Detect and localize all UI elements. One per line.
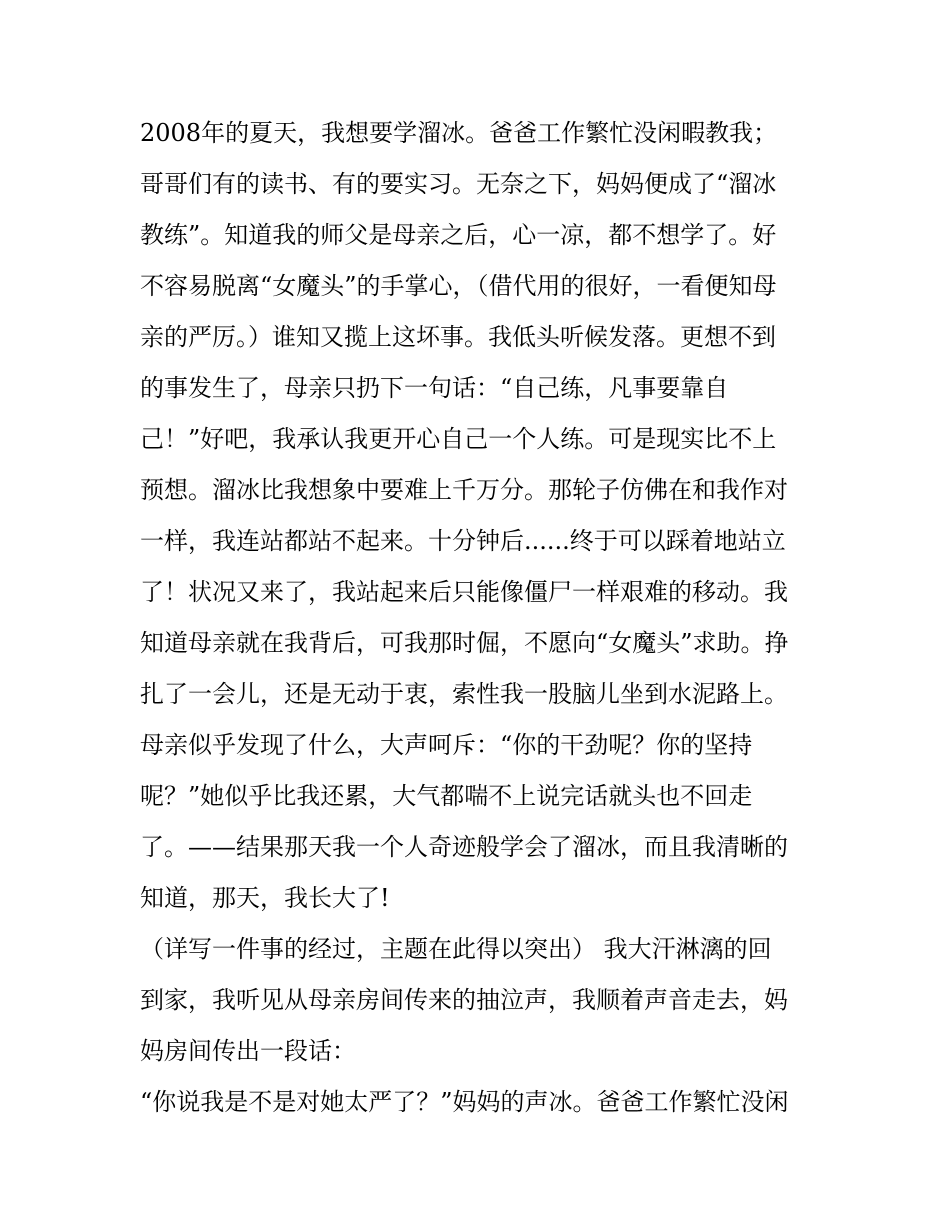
text-line: 母亲似乎发现了什么，大声呵斥：“你的干劲呢？你的坚持 (140, 731, 753, 759)
text-line: （详写一件事的经过，主题在此得以突出） 我大汗淋漓的回 (140, 935, 772, 963)
text-line: 预想。溜冰比我想象中要难上千万分。那轮子仿佛在和我作对 (140, 476, 788, 504)
text-line: 亲的严厉。）谁知又揽上这坏事。我低头听候发落。更想不到 (140, 323, 776, 351)
text-line: 了。——结果那天我一个人奇迹般学会了溜冰，而且我清晰的 (140, 833, 788, 861)
text-line: 知道，那天，我长大了! (140, 884, 390, 912)
text-line: 教练”。知道我的师父是母亲之后，心一凉，都不想学了。好 (140, 221, 777, 249)
text-line: 妈房间传出一段话： (140, 1037, 356, 1065)
text-line: 呢？”她似乎比我还累，大气都喘不上说完话就头也不回走 (140, 782, 753, 810)
text-line: 了！状况又来了，我站起来后只能像僵尸一样艰难的移动。我 (140, 578, 788, 606)
text-line: 哥哥们有的读书、有的要实习。无奈之下，妈妈便成了“溜冰 (140, 170, 777, 198)
text-line: 到家，我听见从母亲房间传来的抽泣声，我顺着声音走去，妈 (140, 986, 788, 1014)
essay-text (140, 108, 840, 1128)
text-line: 知道母亲就在我背后，可我那时倔，不愿向“女魔头”求助。挣 (140, 629, 789, 657)
text-line: 一样，我连站都站不起来。十分钟后......终于可以踩着地站立 (140, 527, 786, 555)
text-line: 的事发生了，母亲只扔下一句话：“自己练，凡事要靠自 (140, 374, 729, 402)
text-line: 己！”好吧，我承认我更开心自己一个人练。可是现实比不上 (140, 425, 777, 453)
text-line: 扎了一会儿，还是无动于衷，索性我一股脑儿坐到水泥路上。 (140, 680, 788, 708)
text-line: “你说我是不是对她太严了？”妈妈的声冰。爸爸工作繁忙没闲 (140, 1088, 789, 1116)
text-line: 不容易脱离“女魔头”的手掌心，（借代用的很好，一看便知母 (140, 272, 777, 300)
text-line: 2008年的夏天，我想要学溜冰。爸爸工作繁忙没闲暇教我； (140, 119, 778, 147)
